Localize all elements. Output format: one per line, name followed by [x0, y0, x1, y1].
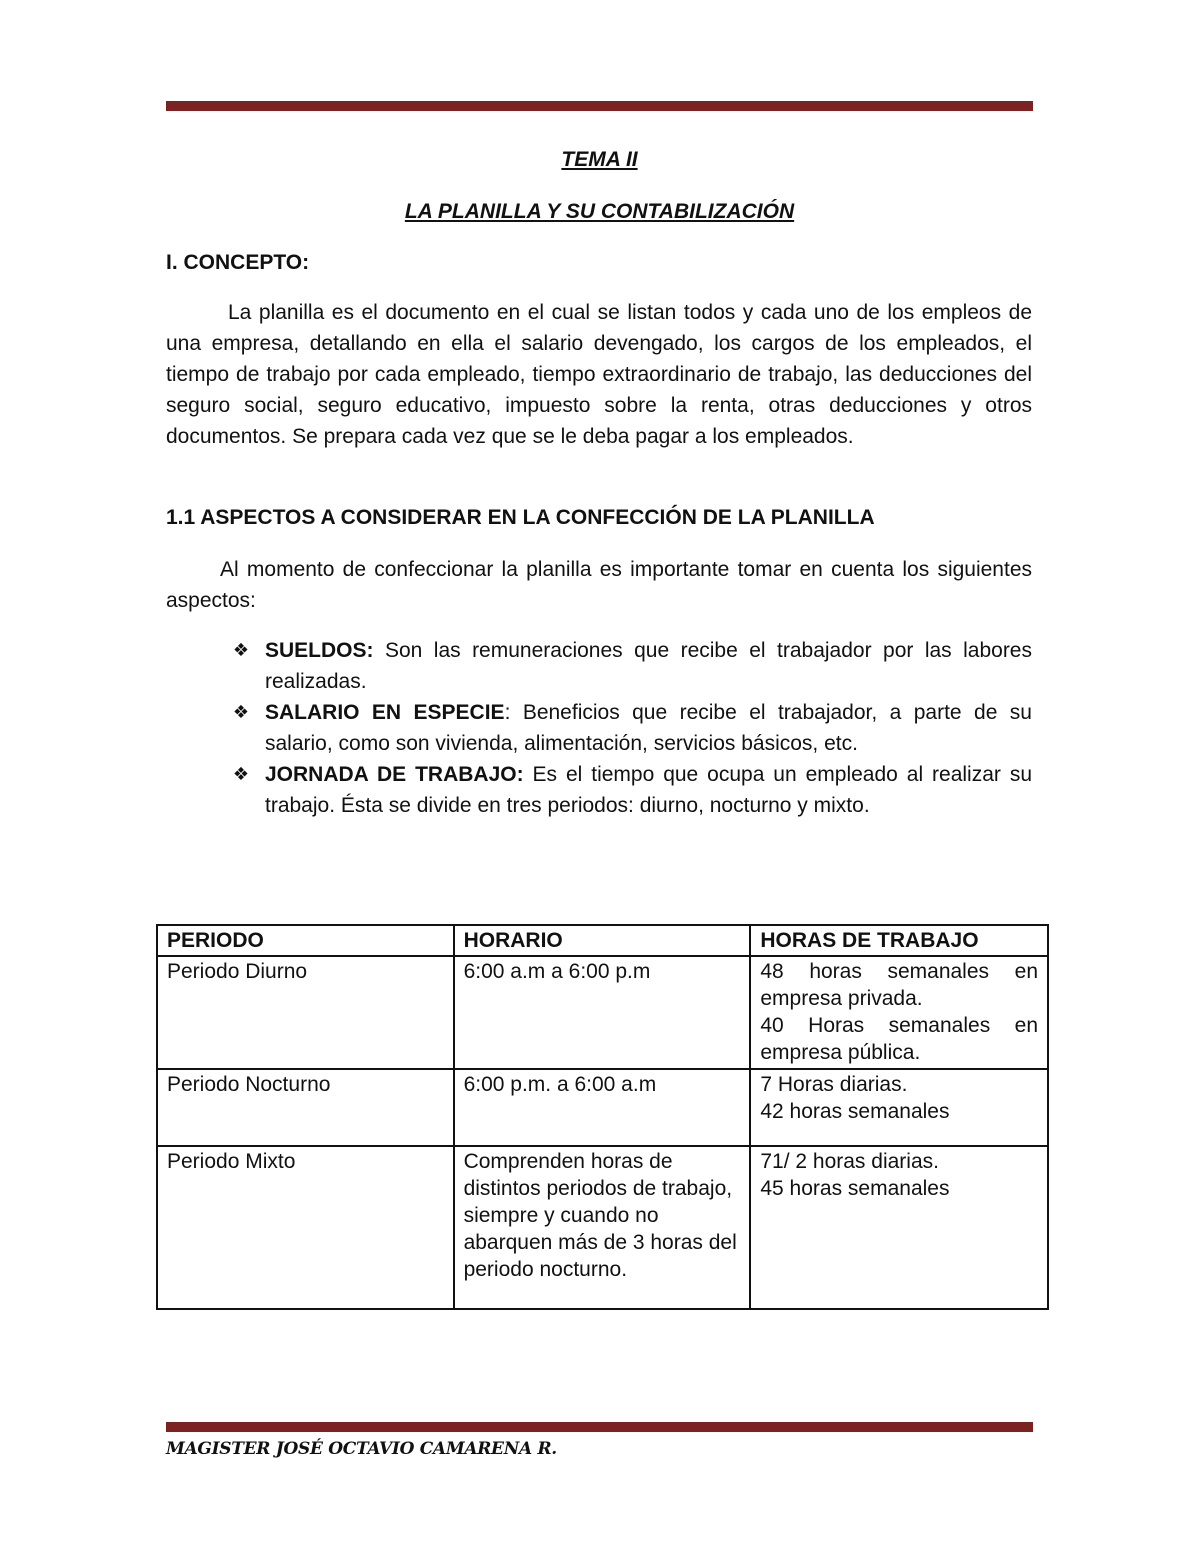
diamond-bullet-icon: ❖	[232, 640, 250, 660]
cell-horas-line: 71/ 2 horas diarias.	[760, 1150, 939, 1173]
page-title: TEMA II	[561, 148, 638, 171]
cell-horario: 6:00 a.m a 6:00 p.m	[454, 956, 751, 1069]
cell-horario: Comprenden horas de distintos periodos de trabajo, siempre y cuando no abarquen más de 3 horas del periodo nocturno.	[454, 1146, 751, 1309]
header-rule	[166, 101, 1033, 111]
table-row	[157, 1146, 1048, 1309]
table-row	[157, 1069, 1048, 1146]
cell-horas	[750, 1146, 1048, 1309]
cell-horas-line: 48 horas semanales en empresa privada.	[760, 960, 1038, 1010]
cell-horas-line: 42 horas semanales	[760, 1100, 950, 1123]
diamond-bullet-icon: ❖	[232, 764, 250, 784]
table-header-row	[157, 925, 1048, 956]
bullet-text: Es el tiempo que ocupa un empleado al realizar su trabajo. Ésta se divide en tres periodos: diurno, nocturno y mixto.	[265, 763, 1032, 817]
cell-horas	[750, 956, 1048, 1069]
periods-table	[156, 924, 1049, 1310]
header-periodo: PERIODO	[157, 925, 454, 956]
list-item	[230, 635, 1032, 697]
bullet-term: JORNADA DE TRABAJO:	[265, 763, 524, 786]
cell-horas-line: 7 Horas diarias.	[760, 1073, 908, 1096]
cell-horas	[750, 1069, 1048, 1146]
concepto-paragraph: La planilla es el documento en el cual se listan todos y cada uno de los empleos de una empresa, detallando en ella el salario devengado, los cargos de los empleados, el tiempo de trabajo por cada empleado, tiempo extraordinario de trabajo, las deducciones del seguro social, seguro educativo, impuesto sobre la renta, otras deducciones y otros documentos. Se prepara cada vez que se le deba pagar a los empleados.	[166, 301, 1032, 448]
cell-periodo: Periodo Mixto	[157, 1146, 454, 1309]
cell-horas-line: 40 Horas semanales en empresa pública.	[760, 1014, 1038, 1064]
bullet-text: Son las remuneraciones que recibe el trabajador por las labores realizadas.	[265, 639, 1032, 693]
header-horas: HORAS DE TRABAJO	[750, 925, 1048, 956]
section-heading-aspectos: 1.1 ASPECTOS A CONSIDERAR EN LA CONFECCIÓN DE LA PLANILLA	[166, 506, 875, 529]
aspectos-intro-paragraph: Al momento de confeccionar la planilla es importante tomar en cuenta los siguientes aspectos:	[166, 558, 1032, 612]
header-horario: HORARIO	[454, 925, 751, 956]
bullet-term: SUELDOS:	[265, 639, 374, 662]
footer-author: MAGISTER JOSÉ OCTAVIO CAMARENA R.	[166, 1439, 557, 1459]
page-subtitle: LA PLANILLA Y SU CONTABILIZACIÓN	[404, 200, 795, 223]
section-heading-concepto: I. CONCEPTO:	[166, 251, 310, 274]
cell-periodo: Periodo Diurno	[157, 956, 454, 1069]
cell-horario: 6:00 p.m. a 6:00 a.m	[454, 1069, 751, 1146]
table-row	[157, 956, 1048, 1069]
footer-rule	[166, 1422, 1033, 1432]
cell-horas-line: 45 horas semanales	[760, 1177, 950, 1200]
diamond-bullet-icon: ❖	[232, 702, 250, 722]
cell-periodo: Periodo Nocturno	[157, 1069, 454, 1146]
list-item	[230, 759, 1032, 821]
aspectos-list	[230, 635, 1032, 821]
bullet-text: : Beneficios que recibe el trabajador, a parte de su salario, como son vivienda, alimentación, servicios básicos, etc.	[265, 701, 1032, 755]
bullet-term: SALARIO EN ESPECIE	[265, 701, 505, 724]
list-item	[230, 697, 1032, 759]
